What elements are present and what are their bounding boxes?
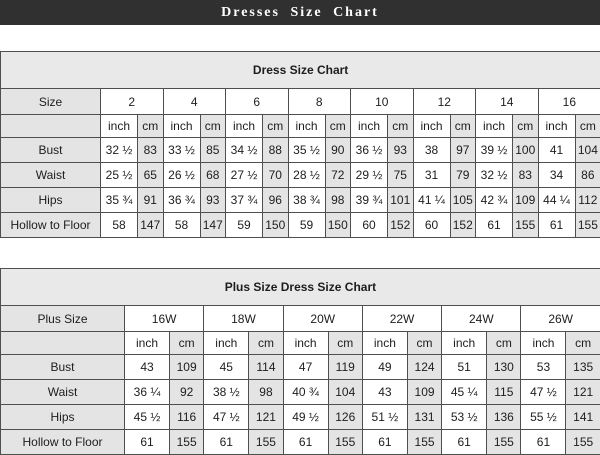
unit-cm-cell: cm: [170, 332, 204, 355]
value-inch-cell: 36 ½: [351, 138, 388, 163]
value-inch-cell: 29 ½: [351, 163, 388, 188]
value-inch-cell: 60: [351, 213, 388, 238]
value-cm-cell: 85: [200, 138, 226, 163]
value-cm-cell: 93: [200, 188, 226, 213]
value-inch-cell: 47: [283, 355, 328, 380]
unit-inch-cell: inch: [288, 115, 325, 138]
unit-cm-cell: cm: [487, 332, 521, 355]
value-inch-cell: 39 ¾: [351, 188, 388, 213]
value-cm-cell: 72: [325, 163, 351, 188]
table-title: Dress Size Chart: [1, 52, 600, 89]
row-label: Hips: [1, 188, 101, 213]
value-inch-cell: 53: [521, 355, 566, 380]
value-inch-cell: 39 ½: [476, 138, 513, 163]
unit-inch-cell: inch: [413, 115, 450, 138]
value-cm-cell: 131: [407, 405, 441, 430]
value-inch-cell: 61: [442, 430, 487, 455]
value-cm-cell: 152: [450, 213, 476, 238]
value-cm-cell: 126: [328, 405, 362, 430]
unit-cm-cell: cm: [249, 332, 283, 355]
value-inch-cell: 45 ½: [125, 405, 170, 430]
unit-inch-cell: inch: [362, 332, 407, 355]
value-cm-cell: 136: [487, 405, 521, 430]
value-cm-cell: 155: [170, 430, 204, 455]
value-cm-cell: 135: [566, 355, 600, 380]
size-header-cell: 12: [413, 89, 476, 115]
row-label: Bust: [1, 355, 125, 380]
value-cm-cell: 75: [388, 163, 414, 188]
value-cm-cell: 91: [138, 188, 164, 213]
unit-inch-cell: inch: [125, 332, 170, 355]
value-cm-cell: 155: [249, 430, 283, 455]
value-inch-cell: 61: [125, 430, 170, 455]
unit-inch-cell: inch: [163, 115, 200, 138]
value-inch-cell: 27 ½: [226, 163, 263, 188]
value-inch-cell: 37 ¾: [226, 188, 263, 213]
value-inch-cell: 38: [413, 138, 450, 163]
value-cm-cell: 101: [388, 188, 414, 213]
value-cm-cell: 83: [513, 163, 539, 188]
value-cm-cell: 147: [200, 213, 226, 238]
value-inch-cell: 59: [226, 213, 263, 238]
size-row-label: Plus Size: [1, 306, 125, 332]
value-cm-cell: 147: [138, 213, 164, 238]
value-cm-cell: 152: [388, 213, 414, 238]
value-inch-cell: 49 ½: [283, 405, 328, 430]
value-inch-cell: 38 ½: [204, 380, 249, 405]
row-label: Hips: [1, 405, 125, 430]
value-cm-cell: 109: [513, 188, 539, 213]
unit-cm-cell: cm: [450, 115, 476, 138]
unit-row-blank: [1, 332, 125, 355]
size-header-cell: 10: [351, 89, 414, 115]
row-label: Waist: [1, 163, 101, 188]
value-cm-cell: 86: [575, 163, 600, 188]
value-cm-cell: 109: [407, 380, 441, 405]
unit-cm-cell: cm: [325, 115, 351, 138]
value-inch-cell: 45: [204, 355, 249, 380]
value-inch-cell: 25 ½: [101, 163, 138, 188]
row-label: Bust: [1, 138, 101, 163]
size-header-cell: 2: [101, 89, 164, 115]
unit-inch-cell: inch: [521, 332, 566, 355]
value-inch-cell: 60: [413, 213, 450, 238]
value-cm-cell: 68: [200, 163, 226, 188]
unit-inch-cell: inch: [101, 115, 138, 138]
value-inch-cell: 61: [521, 430, 566, 455]
unit-inch-cell: inch: [442, 332, 487, 355]
unit-cm-cell: cm: [200, 115, 226, 138]
value-cm-cell: 116: [170, 405, 204, 430]
value-inch-cell: 55 ½: [521, 405, 566, 430]
size-header-cell: 24W: [442, 306, 521, 332]
unit-row-blank: [1, 115, 101, 138]
value-cm-cell: 121: [566, 380, 600, 405]
value-inch-cell: 42 ¾: [476, 188, 513, 213]
value-inch-cell: 49: [362, 355, 407, 380]
value-inch-cell: 35 ½: [288, 138, 325, 163]
value-cm-cell: 88: [263, 138, 289, 163]
row-label: Waist: [1, 380, 125, 405]
value-cm-cell: 98: [249, 380, 283, 405]
value-inch-cell: 41 ¼: [413, 188, 450, 213]
size-header-cell: 8: [288, 89, 351, 115]
unit-cm-cell: cm: [407, 332, 441, 355]
value-cm-cell: 79: [450, 163, 476, 188]
value-inch-cell: 33 ½: [163, 138, 200, 163]
value-cm-cell: 150: [263, 213, 289, 238]
value-inch-cell: 61: [204, 430, 249, 455]
value-cm-cell: 115: [487, 380, 521, 405]
value-inch-cell: 43: [125, 355, 170, 380]
value-inch-cell: 59: [288, 213, 325, 238]
unit-cm-cell: cm: [566, 332, 600, 355]
value-cm-cell: 155: [487, 430, 521, 455]
unit-inch-cell: inch: [226, 115, 263, 138]
value-inch-cell: 61: [283, 430, 328, 455]
value-inch-cell: 45 ¼: [442, 380, 487, 405]
value-cm-cell: 155: [566, 430, 600, 455]
page-title-bar: [0, 0, 600, 25]
value-cm-cell: 83: [138, 138, 164, 163]
value-cm-cell: 141: [566, 405, 600, 430]
plus-size-dress-size-chart-table: [0, 268, 600, 455]
unit-inch-cell: inch: [283, 332, 328, 355]
value-inch-cell: 43: [362, 380, 407, 405]
value-cm-cell: 119: [328, 355, 362, 380]
size-header-cell: 18W: [204, 306, 283, 332]
dress-size-chart-table: [0, 51, 600, 238]
value-inch-cell: 53 ½: [442, 405, 487, 430]
value-inch-cell: 51: [442, 355, 487, 380]
value-inch-cell: 38 ¾: [288, 188, 325, 213]
unit-cm-cell: cm: [513, 115, 539, 138]
value-cm-cell: 93: [388, 138, 414, 163]
value-cm-cell: 121: [249, 405, 283, 430]
value-inch-cell: 40 ¾: [283, 380, 328, 405]
unit-inch-cell: inch: [351, 115, 388, 138]
value-inch-cell: 61: [538, 213, 575, 238]
value-inch-cell: 36 ¼: [125, 380, 170, 405]
value-inch-cell: 26 ½: [163, 163, 200, 188]
value-inch-cell: 51 ½: [362, 405, 407, 430]
size-header-cell: 16: [538, 89, 600, 115]
unit-inch-cell: inch: [476, 115, 513, 138]
value-cm-cell: 97: [450, 138, 476, 163]
value-inch-cell: 34: [538, 163, 575, 188]
value-inch-cell: 32 ½: [101, 138, 138, 163]
size-header-cell: 4: [163, 89, 226, 115]
value-cm-cell: 114: [249, 355, 283, 380]
unit-cm-cell: cm: [138, 115, 164, 138]
unit-cm-cell: cm: [263, 115, 289, 138]
size-header-cell: 16W: [125, 306, 204, 332]
value-cm-cell: 90: [325, 138, 351, 163]
value-inch-cell: 34 ½: [226, 138, 263, 163]
value-inch-cell: 35 ¾: [101, 188, 138, 213]
value-cm-cell: 155: [328, 430, 362, 455]
value-cm-cell: 155: [513, 213, 539, 238]
value-cm-cell: 96: [263, 188, 289, 213]
value-cm-cell: 109: [170, 355, 204, 380]
table-title: Plus Size Dress Size Chart: [1, 269, 600, 306]
unit-cm-cell: cm: [388, 115, 414, 138]
size-header-cell: 20W: [283, 306, 362, 332]
value-cm-cell: 100: [513, 138, 539, 163]
value-inch-cell: 61: [476, 213, 513, 238]
value-inch-cell: 58: [163, 213, 200, 238]
value-cm-cell: 65: [138, 163, 164, 188]
value-cm-cell: 98: [325, 188, 351, 213]
value-inch-cell: 32 ½: [476, 163, 513, 188]
value-inch-cell: 44 ¼: [538, 188, 575, 213]
unit-inch-cell: inch: [204, 332, 249, 355]
page-title: Dresses Size Chart: [221, 5, 379, 21]
value-inch-cell: 41: [538, 138, 575, 163]
size-header-cell: 14: [476, 89, 539, 115]
value-inch-cell: 47 ½: [204, 405, 249, 430]
value-inch-cell: 47 ½: [521, 380, 566, 405]
unit-cm-cell: cm: [575, 115, 600, 138]
value-cm-cell: 124: [407, 355, 441, 380]
value-inch-cell: 36 ¾: [163, 188, 200, 213]
value-inch-cell: 58: [101, 213, 138, 238]
row-label: Hollow to Floor: [1, 430, 125, 455]
value-cm-cell: 104: [328, 380, 362, 405]
value-cm-cell: 130: [487, 355, 521, 380]
size-header-cell: 22W: [362, 306, 441, 332]
unit-inch-cell: inch: [538, 115, 575, 138]
value-inch-cell: 31: [413, 163, 450, 188]
row-label: Hollow to Floor: [1, 213, 101, 238]
value-cm-cell: 104: [575, 138, 600, 163]
value-cm-cell: 155: [575, 213, 600, 238]
value-cm-cell: 105: [450, 188, 476, 213]
value-inch-cell: 61: [362, 430, 407, 455]
size-header-cell: 6: [226, 89, 289, 115]
value-cm-cell: 150: [325, 213, 351, 238]
size-row-label: Size: [1, 89, 101, 115]
value-cm-cell: 112: [575, 188, 600, 213]
value-inch-cell: 28 ½: [288, 163, 325, 188]
value-cm-cell: 70: [263, 163, 289, 188]
value-cm-cell: 92: [170, 380, 204, 405]
size-header-cell: 26W: [521, 306, 600, 332]
unit-cm-cell: cm: [328, 332, 362, 355]
value-cm-cell: 155: [407, 430, 441, 455]
